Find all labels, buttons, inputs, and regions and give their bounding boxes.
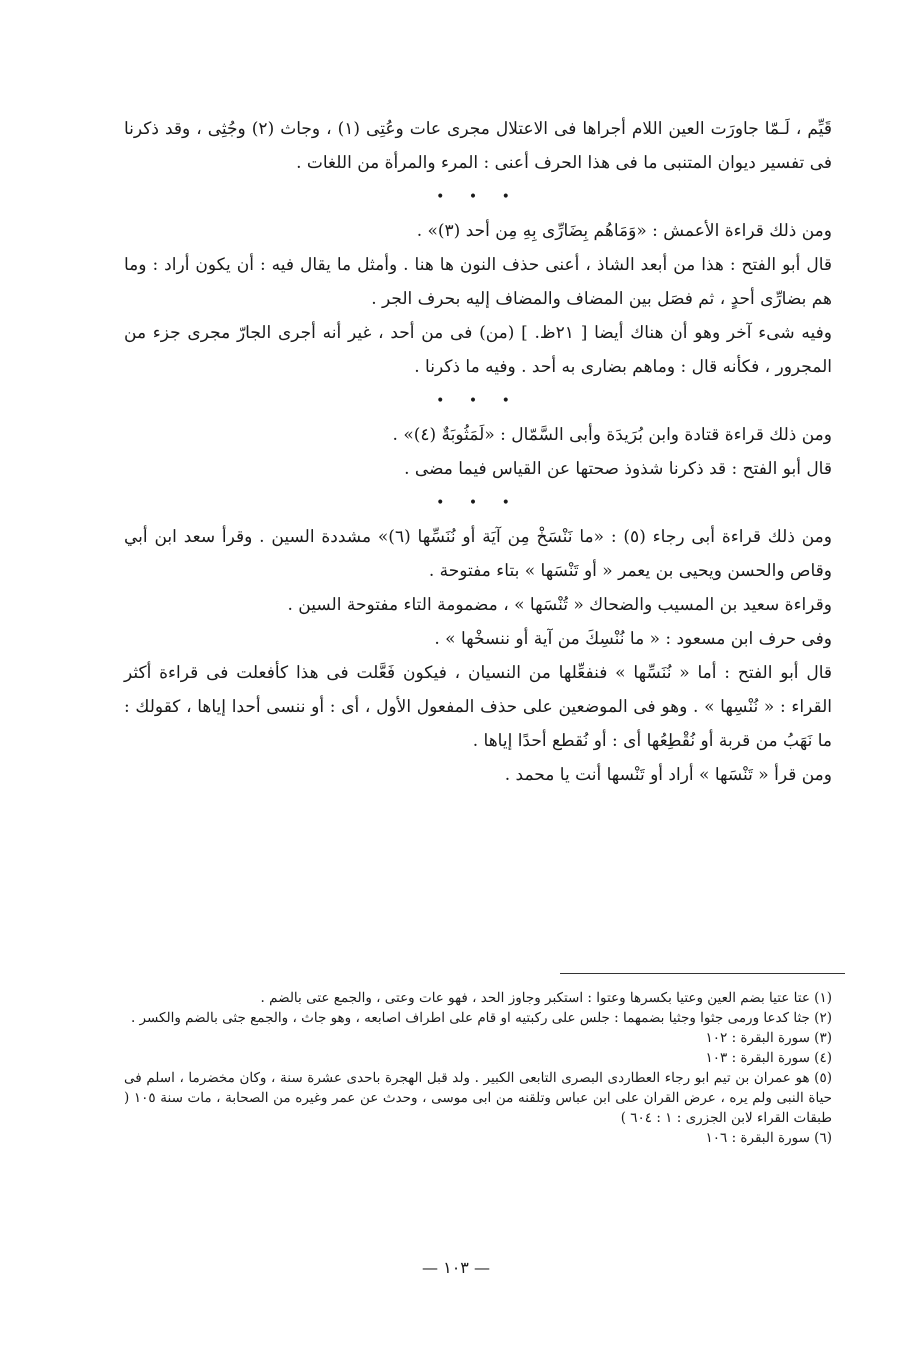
- paragraph: وقراءة سعيد بن المسيب والضحاك « تُنْسَها » ، مضمومة التاء مفتوحة السين .: [287, 595, 832, 615]
- footnote: (٣) سورة البقرة : ١٠٢: [705, 1030, 832, 1046]
- footnote: (٦) سورة البقرة : ١٠٦: [705, 1130, 832, 1146]
- paragraph: ومن ذلك قراءة الأعمش : «وَمَاهُم بِضَارِّى بِهِ مِن أحد (٣)» .: [416, 221, 832, 241]
- section-separator: • • •: [436, 189, 520, 205]
- paragraph: ومن ذلك قراءة أبى رجاء (٥) : «ما نَنْسَخْ مِن آيَة أو نُنَسِّها (٦)» مشددة السين . وقرأ سعد ابن أبي وقاص والحسن ويحيى بن يعمر « أو تَنْسَها » بتاء مفتوحة .: [124, 527, 832, 581]
- page-number: — ١٠٣ —: [422, 1258, 490, 1277]
- footnote: (٥) هو عمران بن تيم ابو رجاء العطاردى البصرى التابعى الكبير . ولد قبل الهجرة باحدى عشرة سنة ، وكان مخضرما ، اسلم فى حياة النبى ولم يره ، عرض القران على ابن عباس وتلقنه من ابى موسى ، وحدث عن عمر وغيره من الصحابة ، مات سنة ١٠٥ ( طبقات القراء لابن الجزرى : ١ : ٦٠٤ ): [124, 1070, 833, 1126]
- main-text: [124, 112, 832, 792]
- footnote-divider: [560, 973, 845, 974]
- paragraph: قَيِّم ، لَـمّا جاورَت العين اللام أجراها فى الاعتلال مجرى عات وعُتِى (١) ، وجاث (٢) وجُثِى ، وقد ذكرنا فى تفسير ديوان المتنبى ما فى هذا الحرف أعنى : المرء والمرأة من اللغات .: [124, 119, 832, 173]
- paragraph: ومن ذلك قراءة قتادة وابن بُرَيدَة وأبى السَّمّال : «لَمَثُوبَةٌ (٤)» .: [392, 425, 832, 445]
- paragraph: وفيه شىء آخر وهو أن هناك أيضا [ ٢١ظ. ] (من) فى من أحد ، غير أنه أجرى الجارّ مجرى جزء من المجرور ، فكأنه قال : وماهم بضارى به أحد . وفيه ما ذكرنا .: [124, 323, 832, 377]
- section-separator: • • •: [436, 393, 520, 409]
- footnote: (٤) سورة البقرة : ١٠٣: [705, 1050, 832, 1066]
- section-separator: • • •: [436, 495, 520, 511]
- paragraph: وفى حرف ابن مسعود : « ما نُنْسِكَ من آية أو ننسخْها » .: [434, 629, 832, 649]
- footnote: (١) عتا عتيا بضم العين وعتيا بكسرها وعتوا : استكبر وجاوز الحد ، فهو عات وعتى ، والجمع عتى بالضم .: [260, 990, 832, 1006]
- footnotes: [124, 988, 832, 1148]
- footnote: (٢) جثا كدعا ورمى جثوا وجثيا بضمهما : جلس على ركبتيه او قام على اطراف اصابعه ، وهو جاث ، والجمع جثى بالضم والكسر .: [130, 1010, 832, 1026]
- paragraph: قال أبو الفتح : هذا من أبعد الشاذ ، أعنى حذف النون ها هنا . وأمثل ما يقال فيه : أن يكون أراد : وما هم بضارِّى أحدٍ ، ثم فصَل بين المضاف والمضاف إليه بحرف الجر .: [124, 255, 832, 309]
- paragraph: قال أبو الفتح : قد ذكرنا شذوذ صحتها عن القياس فيما مضى .: [404, 459, 832, 479]
- paragraph: قال أبو الفتح : أما « نُنَسِّها » فنفعِّلها من النسيان ، فيكون فَعَّلت فى هذا كأفعلت فى قراءة أكثر القراء : « نُنْسِها » . وهو فى الموضعين على حذف المفعول الأول ، أى : أو ننسى أحدا إياها ، كقولك : ما نَهَبُ من قربة أو نُقْطِعُها أى : أو نُقطع أحدًا إياها .: [124, 663, 832, 751]
- paragraph: ومن قرأ « تَنْسَها » أراد أو تَنْسها أنت يا محمد .: [504, 765, 832, 785]
